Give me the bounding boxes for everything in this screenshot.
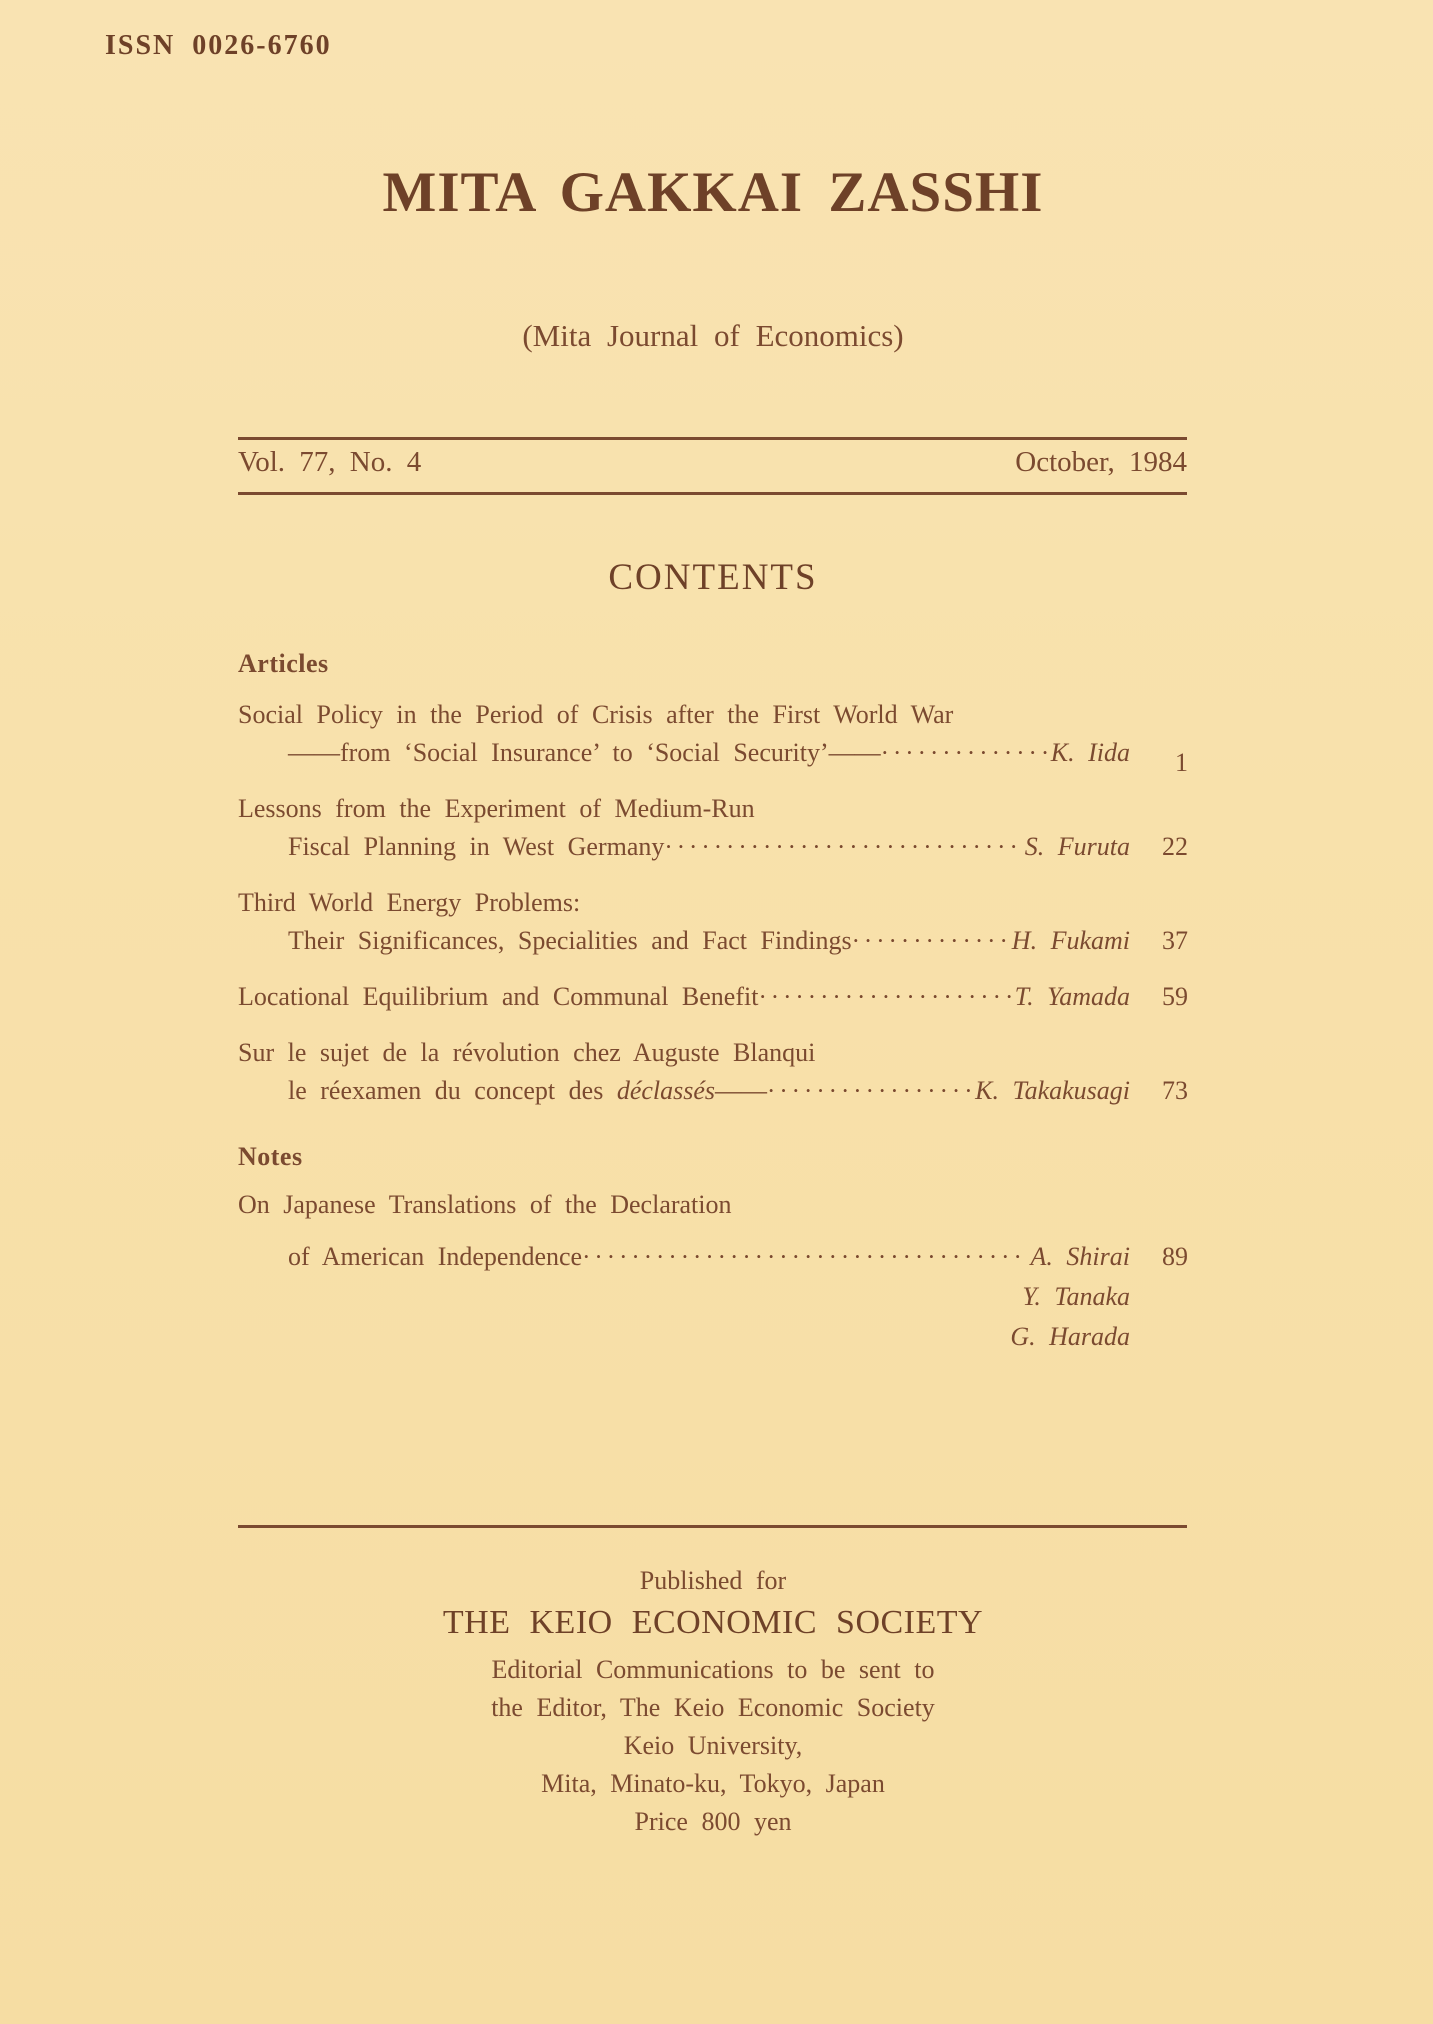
article-author: K. Iida [1050,738,1130,767]
articles-section-heading: Articles [238,649,329,678]
note-author: A. Shirai [1030,1242,1130,1271]
note-coauthor: Y. Tanaka [1022,1282,1130,1311]
volume-issue-bar [238,446,1187,479]
article-title-line1: Lessons from the Experiment of Medium-Run [238,794,755,823]
article-title-line2: Fiscal Planning in West Germany [288,832,665,861]
dot-leader [582,1238,1026,1277]
note-title-line1: On Japanese Translations of the Declaration [238,1190,732,1219]
article-title-line2-row [238,1072,1188,1111]
note-title-line2-row [238,1238,1188,1277]
article-title-line2-row [238,734,1188,777]
article-title-line2: Their Significances, Specialities and Fact Findings [288,926,852,955]
toc-entry-energy-problems [238,884,1188,961]
masthead-rule-top [238,437,1187,440]
toc-entry-declaration [238,1186,1188,1357]
editorial-line-2: the Editor, The Keio Economic Society [491,1693,935,1722]
volume-number: Vol. 77, No. 4 [238,446,422,478]
italic-term: déclassés [616,1076,716,1105]
editorial-line-1: Editorial Communications to be sent to [491,1655,935,1684]
notes-section-heading: Notes [238,1142,303,1171]
price-label: Price 800 yen [634,1807,792,1836]
article-title-line2-row [238,922,1188,961]
dot-leader [664,828,1020,867]
toc-entry-locational-equilibrium [238,978,1188,1017]
published-for-label: Published for [639,1566,787,1595]
article-title: Locational Equilibrium and Communal Benefit [238,982,759,1011]
society-name: THE KEIO ECONOMIC SOCIETY [442,1604,984,1641]
issn-number: ISSN 0026-6760 [105,30,332,61]
address-line-2: Mita, Minato-ku, Tokyo, Japan [541,1769,885,1798]
article-title-row [238,978,1188,1017]
journal-title: MITA GAKKAI ZASSHI [382,161,1044,224]
article-title-line1: Social Policy in the Period of Crisis after the First World War [238,700,954,729]
toc-entry-blanqui [238,1034,1188,1111]
dot-leader [758,978,1010,1017]
note-title-line2: of American Independence [288,1242,583,1271]
dot-leader [767,1072,971,1111]
dot-leader [852,922,1008,961]
note-coauthors [238,1277,1188,1357]
contents-heading: CONTENTS [608,557,818,598]
article-author: H. Fukami [1011,926,1130,955]
article-title-line1: Third World Energy Problems: [238,888,581,917]
article-page-number: 1 [1175,748,1188,777]
article-page-number: 73 [1162,1076,1188,1105]
article-page-number: 22 [1162,832,1188,861]
dot-leader [881,734,1047,773]
article-author: T. Yamada [1014,982,1130,1011]
article-author: S. Furuta [1024,832,1130,861]
footer-rule [238,1525,1187,1528]
article-title-line2: ——from ‘Social Insurance’ to ‘Social Security’—— [288,738,881,767]
article-author: K. Takakusagi [975,1076,1130,1105]
issue-date: October, 1984 [1015,446,1187,478]
table-of-contents [238,645,1188,1374]
article-page-number: 37 [1162,926,1188,955]
toc-entry-social-policy [238,696,1188,777]
masthead-rule-bottom [238,492,1187,495]
article-title-line2-row [238,828,1188,867]
note-page-number: 89 [1162,1242,1188,1271]
article-title-line2: le réexamen du concept des déclassés—— [288,1076,768,1105]
toc-entry-fiscal-planning [238,790,1188,867]
address-line-1: Keio University, [623,1731,803,1760]
note-coauthor: G. Harada [1010,1322,1130,1351]
article-title-line1: Sur le sujet de la révolution chez Auguste Blanqui [238,1038,816,1067]
article-page-number: 59 [1162,982,1188,1011]
publisher-block [238,1568,1188,1835]
journal-subtitle: (Mita Journal of Economics) [522,318,904,353]
